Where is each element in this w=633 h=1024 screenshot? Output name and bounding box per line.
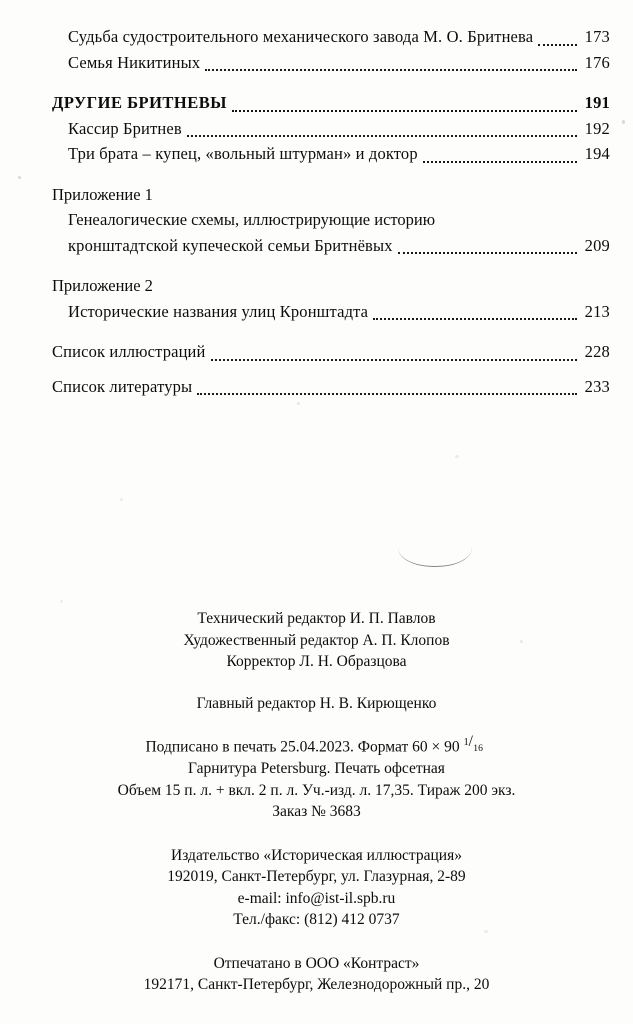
toc-leader-dots xyxy=(398,251,577,254)
toc-entry-title: Судьба судостроительного механического завода М. О. Бритнева xyxy=(68,27,534,46)
appendix-2-heading: Приложение 2 xyxy=(52,276,153,295)
fraction-slash: / xyxy=(468,733,473,751)
format-fraction xyxy=(463,733,488,754)
publisher-phone: Тел./факс: (812) 412 0737 xyxy=(233,911,400,928)
print-signed-line xyxy=(0,733,633,758)
toc-leader-dots xyxy=(197,392,577,395)
publisher-block xyxy=(0,845,633,931)
spacer xyxy=(0,714,633,736)
toc-page-number: 209 xyxy=(584,235,610,255)
appendix-2-entry[interactable] xyxy=(52,299,610,325)
proofreader: Корректор Л. Н. Образцова xyxy=(226,653,407,670)
toc-page-number: 233 xyxy=(584,376,610,396)
toc-entry-title: Список иллюстраций xyxy=(52,342,206,361)
toc-entry-chapter[interactable] xyxy=(52,90,610,116)
toc-page-number: 213 xyxy=(584,301,610,321)
printer-address: 192171, Санкт-Петербург, Железнодорожный пр., 20 xyxy=(143,976,490,993)
imprint-block xyxy=(0,733,633,823)
toc-page-number: 176 xyxy=(584,52,610,72)
scan-speck xyxy=(60,600,63,603)
toc-leader-dots xyxy=(232,109,577,112)
publisher-address: 192019, Санкт-Петербург, ул. Глазурная, 2-89 xyxy=(167,868,466,885)
toc-leader-dots xyxy=(187,134,577,137)
scan-speck xyxy=(297,402,300,405)
editor-in-chief: Главный редактор Н. В. Кирющенко xyxy=(196,694,437,712)
spacer xyxy=(0,823,633,845)
spacer xyxy=(52,258,610,273)
toc-leader-dots xyxy=(538,43,577,46)
appendix-1-entry-line-2-row[interactable] xyxy=(52,233,610,259)
toc-page-number: 192 xyxy=(584,118,610,138)
volume-line: Объем 15 п. л. + вкл. 2 п. л. Уч.-изд. л. 17,35. Тираж 200 экз. xyxy=(117,781,516,799)
appendix-1-entry[interactable] xyxy=(52,207,610,233)
fraction-denominator: 16 xyxy=(473,742,483,754)
spacer xyxy=(52,324,610,339)
appendix-1-entry-line-1: Генеалогические схемы, иллюстрирующие историю xyxy=(68,210,436,229)
printer-name: Отпечатано в ООО «Контраст» xyxy=(213,954,420,972)
spacer xyxy=(52,167,610,182)
typeface-line: Гарнитура Petersburg. Печать офсетная xyxy=(188,760,445,777)
scan-speck xyxy=(455,455,459,458)
technical-editor: Технический редактор И. П. Павлов xyxy=(197,610,436,627)
toc-entry[interactable] xyxy=(52,116,610,142)
toc-entry-title: Кассир Бритнев xyxy=(68,118,182,138)
editorial-staff xyxy=(0,608,633,673)
spacer xyxy=(0,673,633,693)
printer-block xyxy=(0,953,633,996)
spacer xyxy=(52,365,610,374)
toc-entry-title: Список литературы xyxy=(52,376,193,396)
toc-page-number: 173 xyxy=(584,27,610,46)
scan-speck xyxy=(120,498,123,501)
spacer xyxy=(52,75,610,90)
scan-speck xyxy=(18,176,21,179)
appendix-1-entry-line-2: кронштадтской купеческой семьи Бритнёвых xyxy=(68,235,393,255)
order-number-line: Заказ № 3683 xyxy=(272,803,361,820)
toc-entry[interactable] xyxy=(52,50,610,76)
print-signed-text: Подписано в печать 25.04.2023. Формат 60 × 90 xyxy=(145,738,464,756)
toc-entry-title: Три брата – купец, «вольный штурман» и доктор xyxy=(68,144,418,163)
table-of-contents xyxy=(52,24,610,399)
spacer xyxy=(0,931,633,953)
toc-entry-title: Семья Никитиных xyxy=(68,52,201,72)
toc-entry-illustrations[interactable] xyxy=(52,339,610,365)
toc-entry-title: Исторические названия улиц Кронштадта xyxy=(68,301,369,321)
colophon xyxy=(0,608,633,996)
toc-leader-dots xyxy=(211,358,577,361)
toc-leader-dots xyxy=(423,160,577,163)
appendix-1-heading: Приложение 1 xyxy=(52,184,153,204)
toc-entry[interactable] xyxy=(52,24,610,50)
toc-page-number: 191 xyxy=(584,93,610,112)
art-editor: Художественный редактор А. П. Клопов xyxy=(183,631,450,649)
toc-entry[interactable] xyxy=(52,141,610,167)
publisher-email[interactable]: e-mail: info@ist-il.spb.ru xyxy=(237,889,396,907)
publisher-name: Издательство «Историческая иллюстрация» xyxy=(171,846,462,864)
toc-leader-dots xyxy=(373,317,577,320)
toc-leader-dots xyxy=(205,68,577,71)
toc-page-number: 228 xyxy=(584,342,610,361)
scan-speck xyxy=(622,120,625,124)
scan-smudge xyxy=(398,548,472,567)
toc-entry-title: ДРУГИЕ БРИТНЕВЫ xyxy=(52,93,227,112)
fraction-numerator: 1 xyxy=(463,736,469,748)
toc-page-number: 194 xyxy=(584,144,610,163)
toc-entry-bibliography[interactable] xyxy=(52,374,610,400)
